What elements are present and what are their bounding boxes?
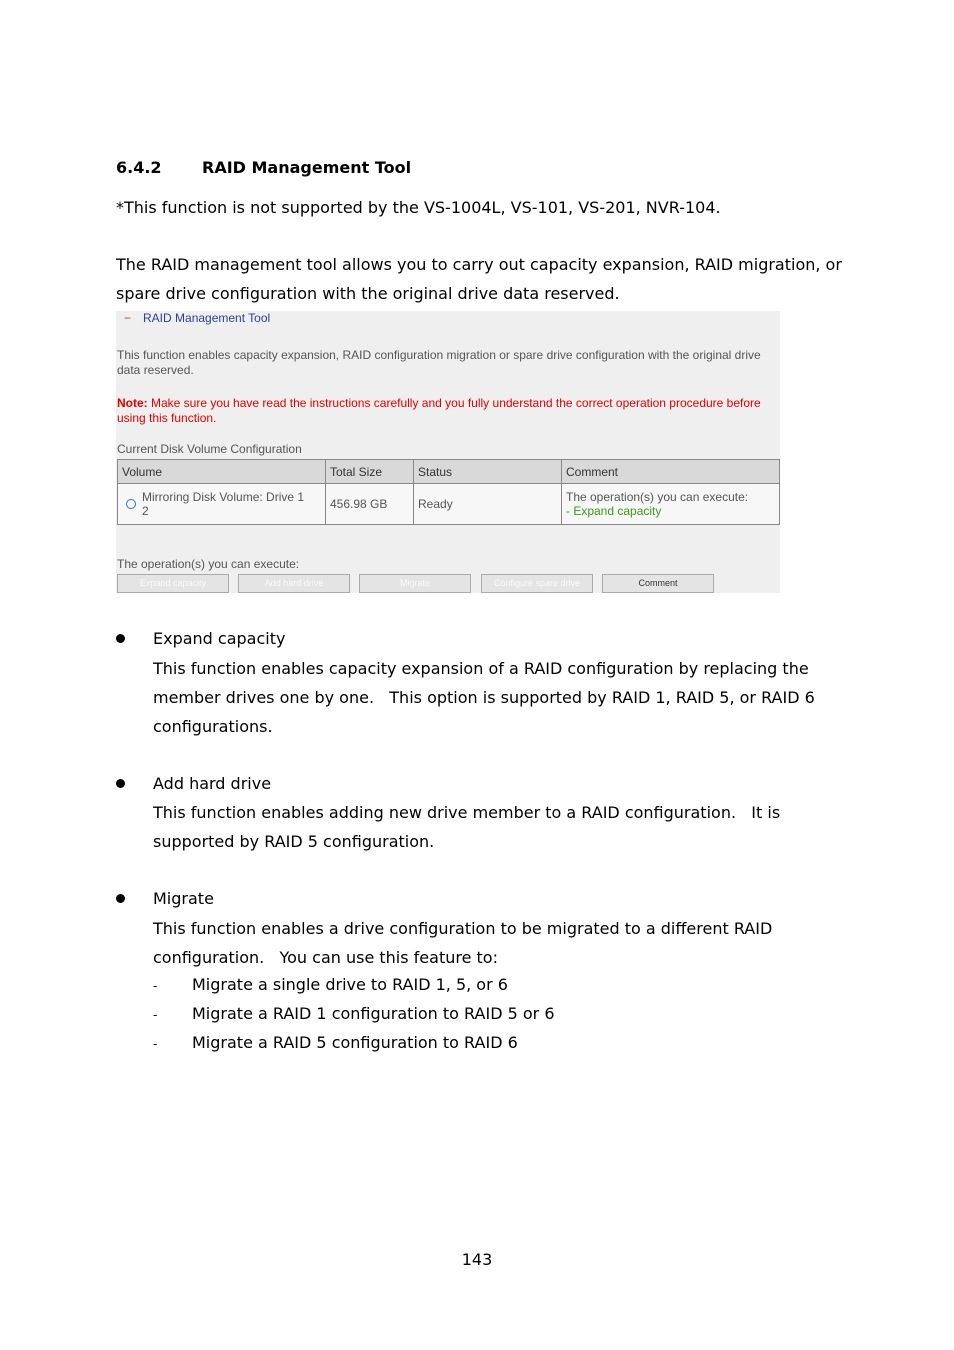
- volume-name: Mirroring Disk Volume: Drive 1: [142, 490, 305, 504]
- item-title-expand: Expand capacity: [153, 629, 286, 648]
- comment-cell: [562, 484, 780, 525]
- operations-label: The operation(s) you can execute:: [117, 557, 300, 571]
- bullet-icon: [116, 894, 128, 906]
- section-heading: [116, 158, 411, 177]
- body-line: This function enables a drive configuration to be migrated to a different RAID: [153, 919, 773, 938]
- col-total-size: Total Size: [326, 460, 414, 484]
- description-line: data reserved.: [117, 363, 194, 377]
- table-header-row: [118, 460, 780, 484]
- body-line: This function enables capacity expansion of a RAID configuration by replacing the: [153, 659, 809, 678]
- body-line: configurations.: [153, 717, 273, 736]
- comment-button[interactable]: Comment: [602, 574, 714, 593]
- warning-note: [117, 396, 779, 426]
- comment-text: The operation(s) you can execute:: [566, 490, 749, 504]
- item-body-expand: [153, 654, 853, 741]
- note-text: Make sure you have read the instructions carefully and you fully understand the correct operation procedure before: [147, 396, 761, 410]
- subitem-text: Migrate a RAID 5 configuration to RAID 6: [192, 1033, 518, 1052]
- col-volume: Volume: [118, 460, 326, 484]
- note-label: Note:: [117, 396, 148, 410]
- dash-marker: -: [153, 1008, 158, 1022]
- radio-icon[interactable]: [126, 499, 136, 509]
- dash-marker: -: [153, 979, 158, 993]
- note-text: using this function.: [117, 411, 217, 425]
- intro-paragraph: [116, 250, 856, 308]
- dash-marker: -: [153, 1037, 158, 1051]
- bullet-icon: [116, 779, 128, 791]
- raid-tool-screenshot: [116, 311, 780, 593]
- item-title-migrate: Migrate: [153, 889, 214, 908]
- section-title: RAID Management Tool: [202, 158, 412, 177]
- intro-line: spare drive configuration with the original drive data reserved.: [116, 284, 620, 303]
- status-cell: Ready: [414, 484, 562, 525]
- subitem-text: Migrate a RAID 1 configuration to RAID 5 or 6: [192, 1004, 555, 1023]
- tool-description: [117, 348, 779, 378]
- tool-title-link[interactable]: RAID Management Tool: [143, 311, 271, 325]
- item-body-add: [153, 798, 853, 856]
- comment-operation: - Expand capacity: [566, 504, 662, 518]
- page-number: 143: [461, 1250, 493, 1269]
- size-cell: 456.98 GB: [326, 484, 414, 525]
- collapse-icon[interactable]: −: [124, 311, 132, 325]
- expand-capacity-button[interactable]: Expand capacity: [117, 574, 229, 593]
- bullet-icon: [116, 634, 128, 646]
- table-caption: Current Disk Volume Configuration: [117, 442, 302, 456]
- item-title-add: Add hard drive: [153, 774, 272, 793]
- body-line: member drives one by one. This option is supported by RAID 1, RAID 5, or RAID 6: [153, 688, 815, 707]
- migrate-button[interactable]: Migrate: [359, 574, 471, 593]
- item-body-migrate: [153, 914, 853, 972]
- intro-line: The RAID management tool allows you to carry out capacity expansion, RAID migration, or: [116, 255, 842, 274]
- unsupported-note: *This function is not supported by the VS-1004L, VS-101, VS-201, NVR-104.: [116, 198, 721, 217]
- subitem-text: Migrate a single drive to RAID 1, 5, or 6: [192, 975, 508, 994]
- section-number: 6.4.2: [116, 158, 162, 177]
- body-line: configuration. You can use this feature to:: [153, 948, 498, 967]
- table-row: [118, 484, 780, 525]
- col-status: Status: [414, 460, 562, 484]
- description-line: This function enables capacity expansion, RAID configuration migration or spare drive configuration with the original drive: [117, 348, 761, 362]
- volume-table: [117, 459, 780, 525]
- body-line: This function enables adding new drive member to a RAID configuration. It is: [153, 803, 781, 822]
- volume-name-cont: 2: [142, 504, 149, 518]
- col-comment: Comment: [562, 460, 780, 484]
- volume-cell: [118, 484, 326, 525]
- tool-title[interactable]: [124, 311, 270, 325]
- configure-spare-drive-button[interactable]: Configure spare drive: [481, 574, 593, 593]
- body-line: supported by RAID 5 configuration.: [153, 832, 435, 851]
- add-hard-drive-button[interactable]: Add hard drive: [238, 574, 350, 593]
